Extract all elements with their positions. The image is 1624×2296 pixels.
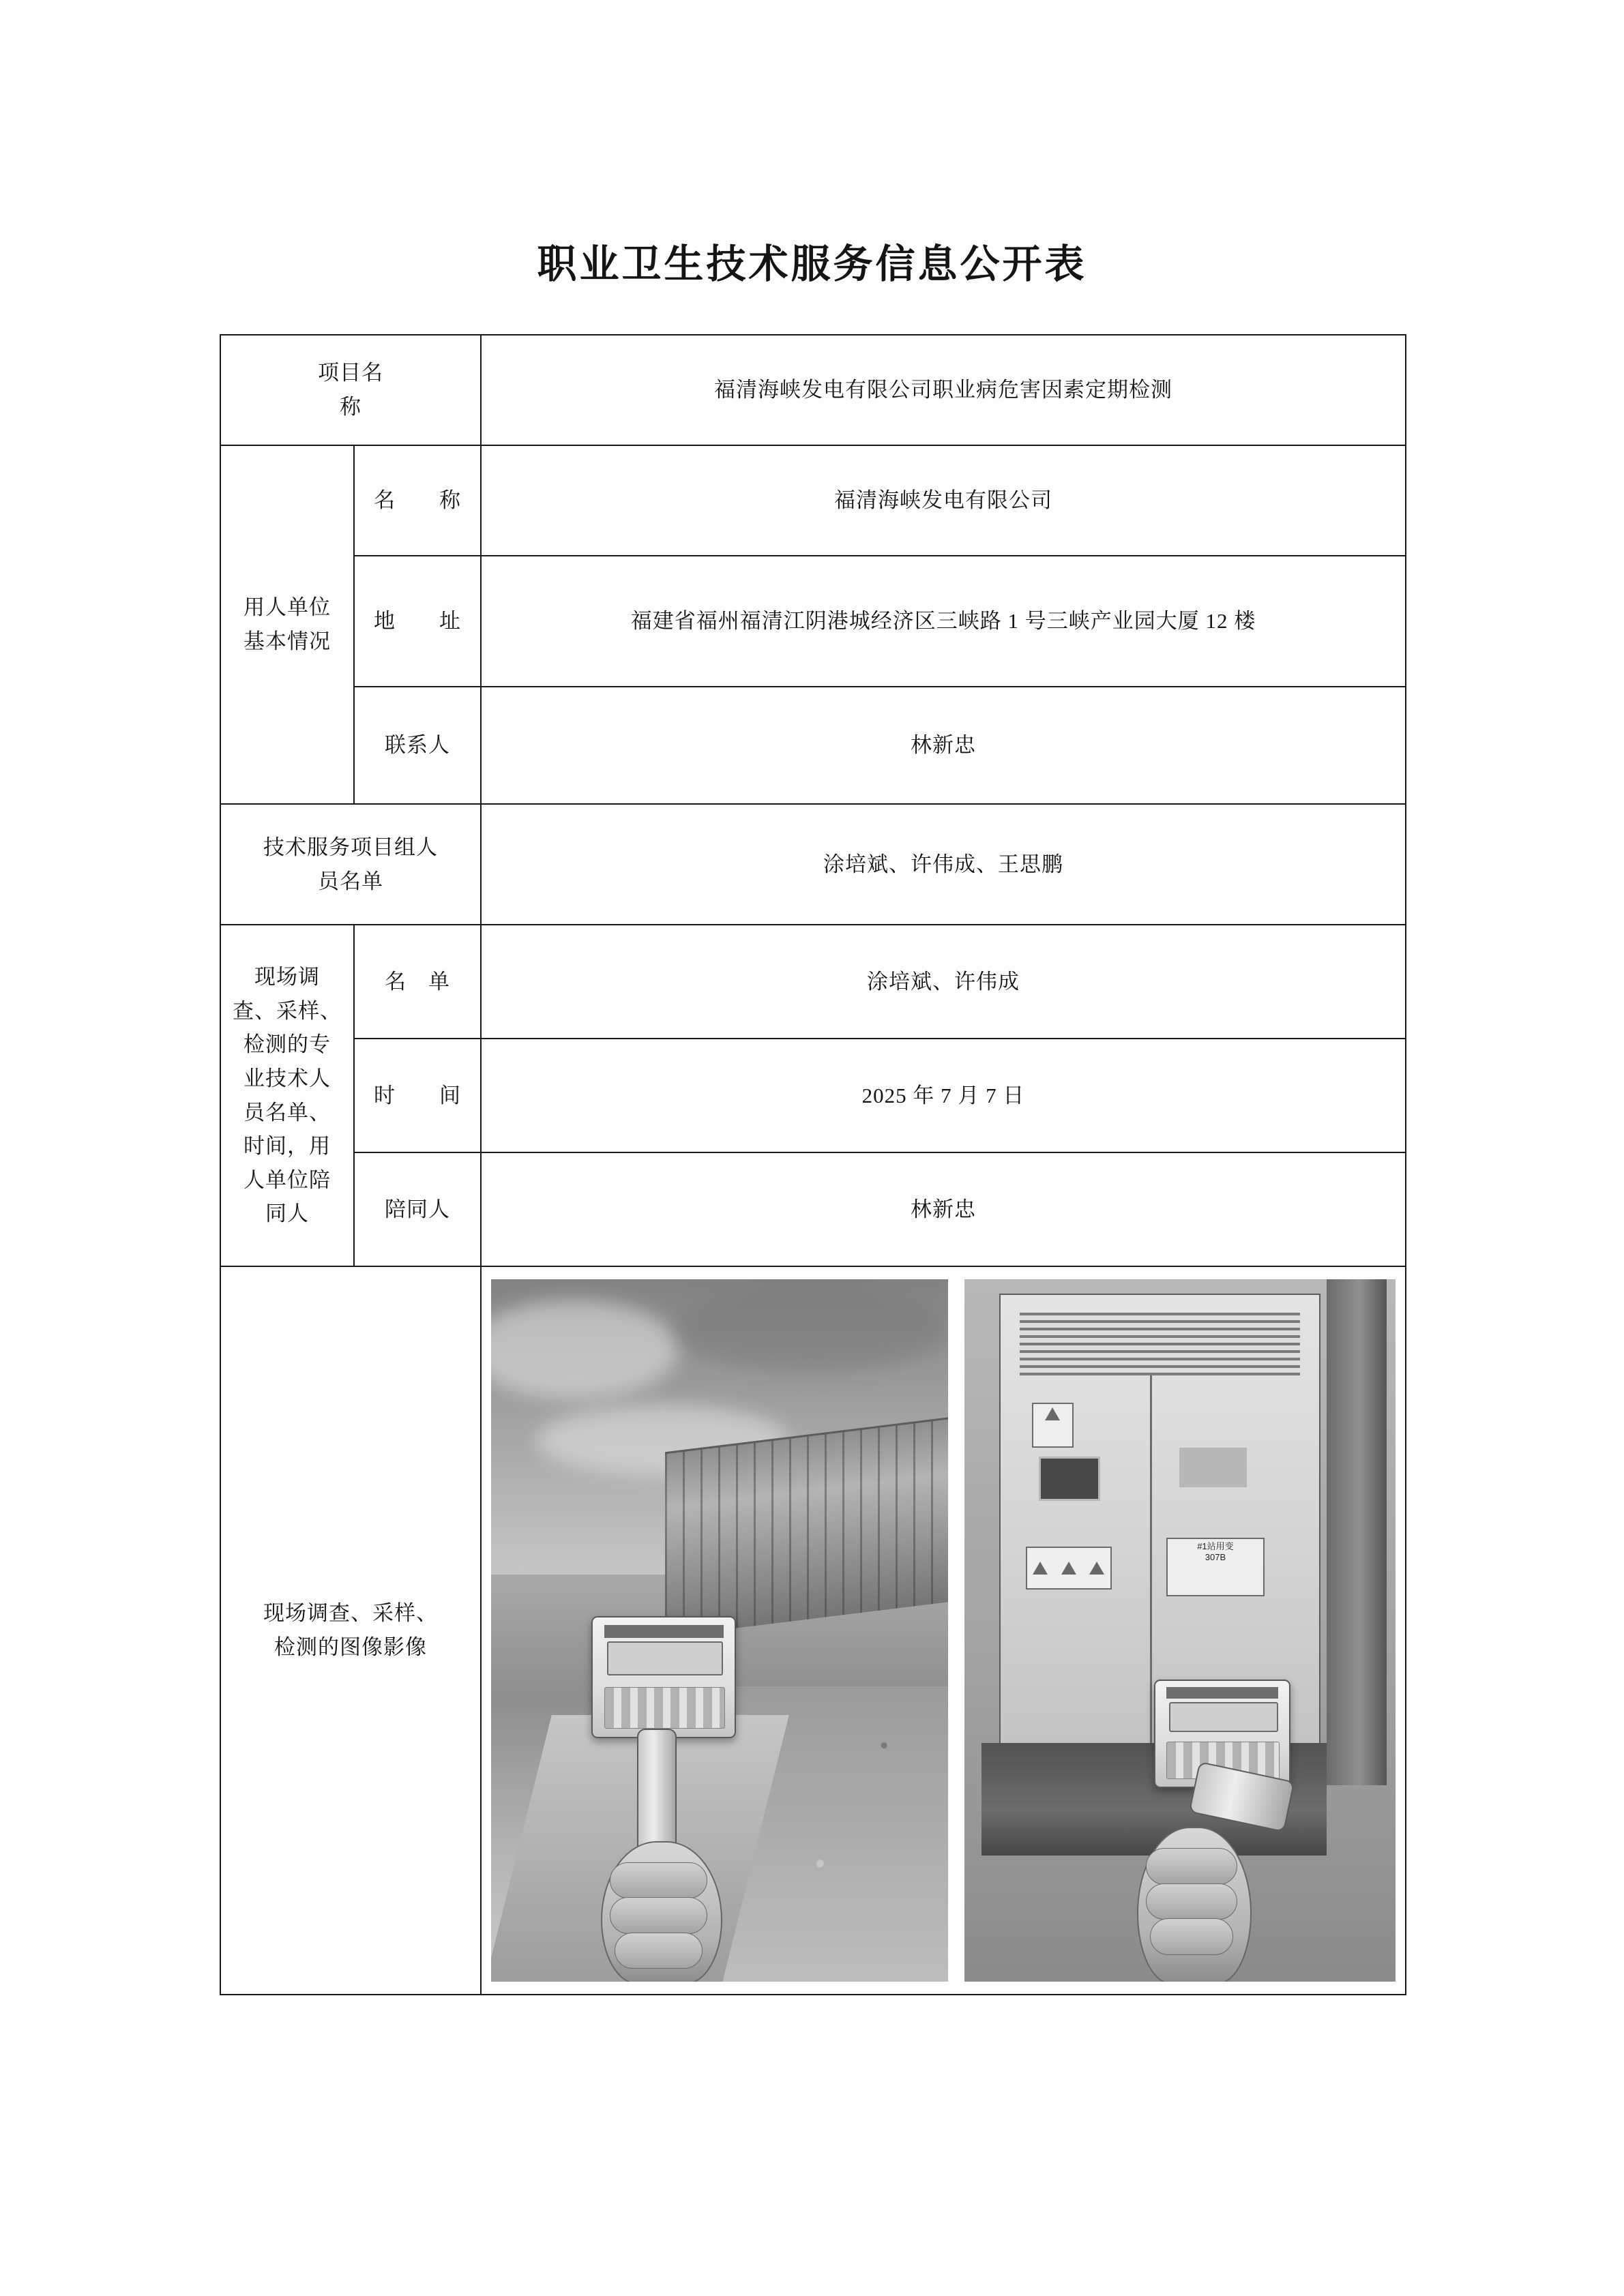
survey-name-label: 名 单 (354, 925, 481, 1039)
warning-triangle-icon (1089, 1562, 1104, 1575)
cabinet-id-tag-line2: 307B (1205, 1551, 1226, 1562)
survey-label-line-4: 员名单、 (243, 1100, 331, 1124)
survey-label-line-1: 查、采样、 (233, 998, 342, 1023)
employer-label-cell (220, 445, 354, 804)
field-survey-photo-cabinet (964, 1279, 1396, 1982)
warning-triangle-icon (1061, 1562, 1076, 1575)
electrical-cabinet (999, 1294, 1321, 1746)
meter-top-strip (604, 1625, 723, 1638)
photo-gallery (482, 1267, 1405, 1994)
cabinet-window (1039, 1457, 1100, 1501)
table-row-survey-escort (220, 1152, 1406, 1266)
meter-display-screen (1169, 1702, 1279, 1732)
survey-label-line-5: 时间，用 (243, 1134, 331, 1159)
warning-triangle-icon (1045, 1407, 1060, 1420)
team-label-line1: 技术服务项目组人 (263, 835, 438, 859)
project-name-label-cell (220, 335, 481, 445)
table-row-images (220, 1266, 1406, 1995)
team-label-line2: 员名单 (318, 869, 383, 893)
project-name-value: 福清海峡发电有限公司职业病危害因素定期检测 (481, 335, 1406, 445)
employer-label-line1: 用人单位 (243, 595, 331, 620)
cabinet-window (1179, 1448, 1247, 1488)
operator-finger (610, 1897, 707, 1934)
cabinet-id-tag-line1: #1站用变 (1197, 1540, 1234, 1551)
handheld-meter-device (591, 1616, 736, 1738)
table-row-team (220, 804, 1406, 925)
info-disclosure-table (220, 334, 1406, 1995)
operator-finger (1150, 1918, 1233, 1955)
table-row-survey-names (220, 925, 1406, 1039)
employer-contact-value: 林新忠 (481, 687, 1406, 804)
survey-label-line-3: 业技术人 (243, 1066, 331, 1090)
operator-finger (1146, 1848, 1238, 1885)
survey-label-line-7: 同人 (265, 1202, 309, 1226)
cabinet-door-split (1150, 1375, 1152, 1744)
cabinet-vent-louvers (1020, 1313, 1300, 1375)
employer-name-value: 福清海峡发电有限公司 (481, 445, 1406, 556)
survey-escort-label: 陪同人 (354, 1152, 481, 1266)
photo-pillar (1327, 1279, 1387, 1785)
table-row-employer-name (220, 445, 1406, 556)
cabinet-warning-placard (1032, 1403, 1073, 1448)
table-row-employer-address (220, 556, 1406, 687)
survey-time-label: 时 间 (354, 1039, 481, 1152)
table-row-employer-contact (220, 687, 1406, 804)
table-row-survey-time (220, 1039, 1406, 1152)
employer-address-value: 福建省福州福清江阴港城经济区三峡路 1 号三峡产业园大厦 12 楼 (481, 556, 1406, 687)
survey-label-cell (220, 925, 354, 1266)
team-label-cell (220, 804, 481, 925)
survey-time-value: 2025 年 7 月 7 日 (481, 1039, 1406, 1152)
operator-finger (1146, 1883, 1238, 1920)
images-cell (481, 1266, 1406, 1995)
survey-label-line-2: 检测的专 (243, 1032, 331, 1057)
survey-label-line-6: 人单位陪 (243, 1167, 331, 1192)
photo-cloud (674, 1286, 948, 1371)
images-label-line1: 现场调查、采样、 (263, 1601, 438, 1626)
employer-contact-label: 联系人 (354, 687, 481, 804)
team-value: 涂培斌、许伟成、王思鹏 (481, 804, 1406, 925)
warning-triangle-icon (1033, 1562, 1048, 1575)
employer-address-label: 地 址 (354, 556, 481, 687)
field-survey-photo-outdoor (491, 1279, 948, 1982)
operator-finger (615, 1933, 703, 1969)
images-label-line2: 检测的图像影像 (274, 1635, 427, 1659)
cabinet-id-tag (1166, 1538, 1265, 1596)
meter-keypad (604, 1687, 724, 1729)
cabinet-safety-signs (1026, 1547, 1112, 1590)
project-name-label-line1: 项目名 (318, 361, 383, 385)
project-name-label-line2: 称 (340, 395, 361, 419)
operator-finger (610, 1862, 707, 1899)
table-row-project-name (220, 335, 1406, 445)
survey-escort-value: 林新忠 (481, 1152, 1406, 1266)
meter-display-screen (607, 1641, 723, 1675)
images-label-cell (220, 1266, 481, 1995)
employer-name-label: 名 称 (354, 445, 481, 556)
meter-top-strip (1166, 1687, 1279, 1699)
survey-label-line-0: 现场调 (254, 965, 320, 989)
employer-label-line2: 基本情况 (243, 629, 331, 653)
photo-container-structure (665, 1416, 949, 1636)
page-title: 职业卫生技术服务信息公开表 (537, 242, 1087, 286)
survey-name-value: 涂培斌、许伟成 (481, 925, 1406, 1039)
